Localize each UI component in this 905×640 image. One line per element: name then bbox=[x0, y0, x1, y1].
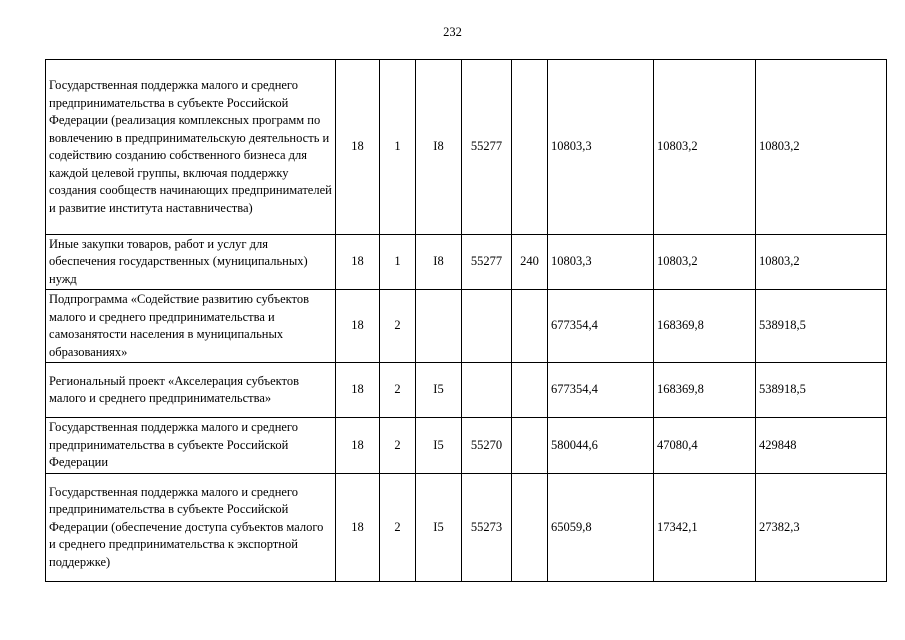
expense-type-code: 240 bbox=[512, 235, 548, 290]
direction-code bbox=[462, 290, 512, 363]
row-name: Государственная поддержка малого и среднего предпринимательства в субъекте Российской Федерации bbox=[46, 418, 336, 474]
amount-year-2: 47080,4 bbox=[654, 418, 756, 474]
amount-year-1: 10803,3 bbox=[548, 235, 654, 290]
expense-type-code bbox=[512, 418, 548, 474]
expense-type-code bbox=[512, 474, 548, 582]
amount-year-1: 580044,6 bbox=[548, 418, 654, 474]
amount-year-2: 168369,8 bbox=[654, 363, 756, 418]
direction-code: 55273 bbox=[462, 474, 512, 582]
table-row bbox=[46, 290, 887, 363]
project-code bbox=[416, 290, 462, 363]
row-name: Подпрограмма «Содействие развитию субъектов малого и среднего предпринимательства и самозанятости населения в муниципальных образованиях» bbox=[46, 290, 336, 363]
amount-year-1: 65059,8 bbox=[548, 474, 654, 582]
subprogram-code: 2 bbox=[380, 418, 416, 474]
direction-code: 55270 bbox=[462, 418, 512, 474]
expense-type-code bbox=[512, 290, 548, 363]
page-number: 232 bbox=[443, 25, 462, 39]
subprogram-code: 1 bbox=[380, 60, 416, 235]
amount-year-1: 10803,3 bbox=[548, 60, 654, 235]
project-code: I5 bbox=[416, 474, 462, 582]
ministry-code: 18 bbox=[336, 290, 380, 363]
amount-year-2: 10803,2 bbox=[654, 60, 756, 235]
amount-year-3: 10803,2 bbox=[756, 60, 887, 235]
ministry-code: 18 bbox=[336, 60, 380, 235]
project-code: I5 bbox=[416, 363, 462, 418]
project-code: I8 bbox=[416, 60, 462, 235]
amount-year-3: 538918,5 bbox=[756, 290, 887, 363]
ministry-code: 18 bbox=[336, 363, 380, 418]
amount-year-2: 10803,2 bbox=[654, 235, 756, 290]
table-row bbox=[46, 60, 887, 235]
expense-type-code bbox=[512, 363, 548, 418]
amount-year-1: 677354,4 bbox=[548, 290, 654, 363]
row-name: Государственная поддержка малого и среднего предпринимательства в субъекте Российской Федерации (реализация комплексных программ по вовлечению в предпринимательскую деятельность и содействию созданию собственного бизнеса для каждой целевой группы, включая поддержку создания сообществ начинающих предпринимателей и развитие института наставничества) bbox=[46, 60, 336, 235]
table-row bbox=[46, 418, 887, 474]
row-name: Государственная поддержка малого и среднего предпринимательства в субъекте Российской Федерации (обеспечение доступа субъектов малого и среднего предпринимательства к экспортной поддержке) bbox=[46, 474, 336, 582]
amount-year-3: 429848 bbox=[756, 418, 887, 474]
amount-year-1: 677354,4 bbox=[548, 363, 654, 418]
table-row bbox=[46, 474, 887, 582]
amount-year-2: 168369,8 bbox=[654, 290, 756, 363]
ministry-code: 18 bbox=[336, 418, 380, 474]
subprogram-code: 2 bbox=[380, 474, 416, 582]
amount-year-3: 27382,3 bbox=[756, 474, 887, 582]
table-row bbox=[46, 363, 887, 418]
ministry-code: 18 bbox=[336, 235, 380, 290]
amount-year-3: 538918,5 bbox=[756, 363, 887, 418]
amount-year-3: 10803,2 bbox=[756, 235, 887, 290]
row-name: Региональный проект «Акселерация субъектов малого и среднего предпринимательства» bbox=[46, 363, 336, 418]
ministry-code: 18 bbox=[336, 474, 380, 582]
budget-table bbox=[45, 59, 887, 582]
table-row bbox=[46, 235, 887, 290]
project-code: I5 bbox=[416, 418, 462, 474]
subprogram-code: 2 bbox=[380, 290, 416, 363]
row-name: Иные закупки товаров, работ и услуг для обеспечения государственных (муниципальных) нужд bbox=[46, 235, 336, 290]
direction-code: 55277 bbox=[462, 60, 512, 235]
direction-code bbox=[462, 363, 512, 418]
subprogram-code: 2 bbox=[380, 363, 416, 418]
amount-year-2: 17342,1 bbox=[654, 474, 756, 582]
project-code: I8 bbox=[416, 235, 462, 290]
expense-type-code bbox=[512, 60, 548, 235]
direction-code: 55277 bbox=[462, 235, 512, 290]
subprogram-code: 1 bbox=[380, 235, 416, 290]
